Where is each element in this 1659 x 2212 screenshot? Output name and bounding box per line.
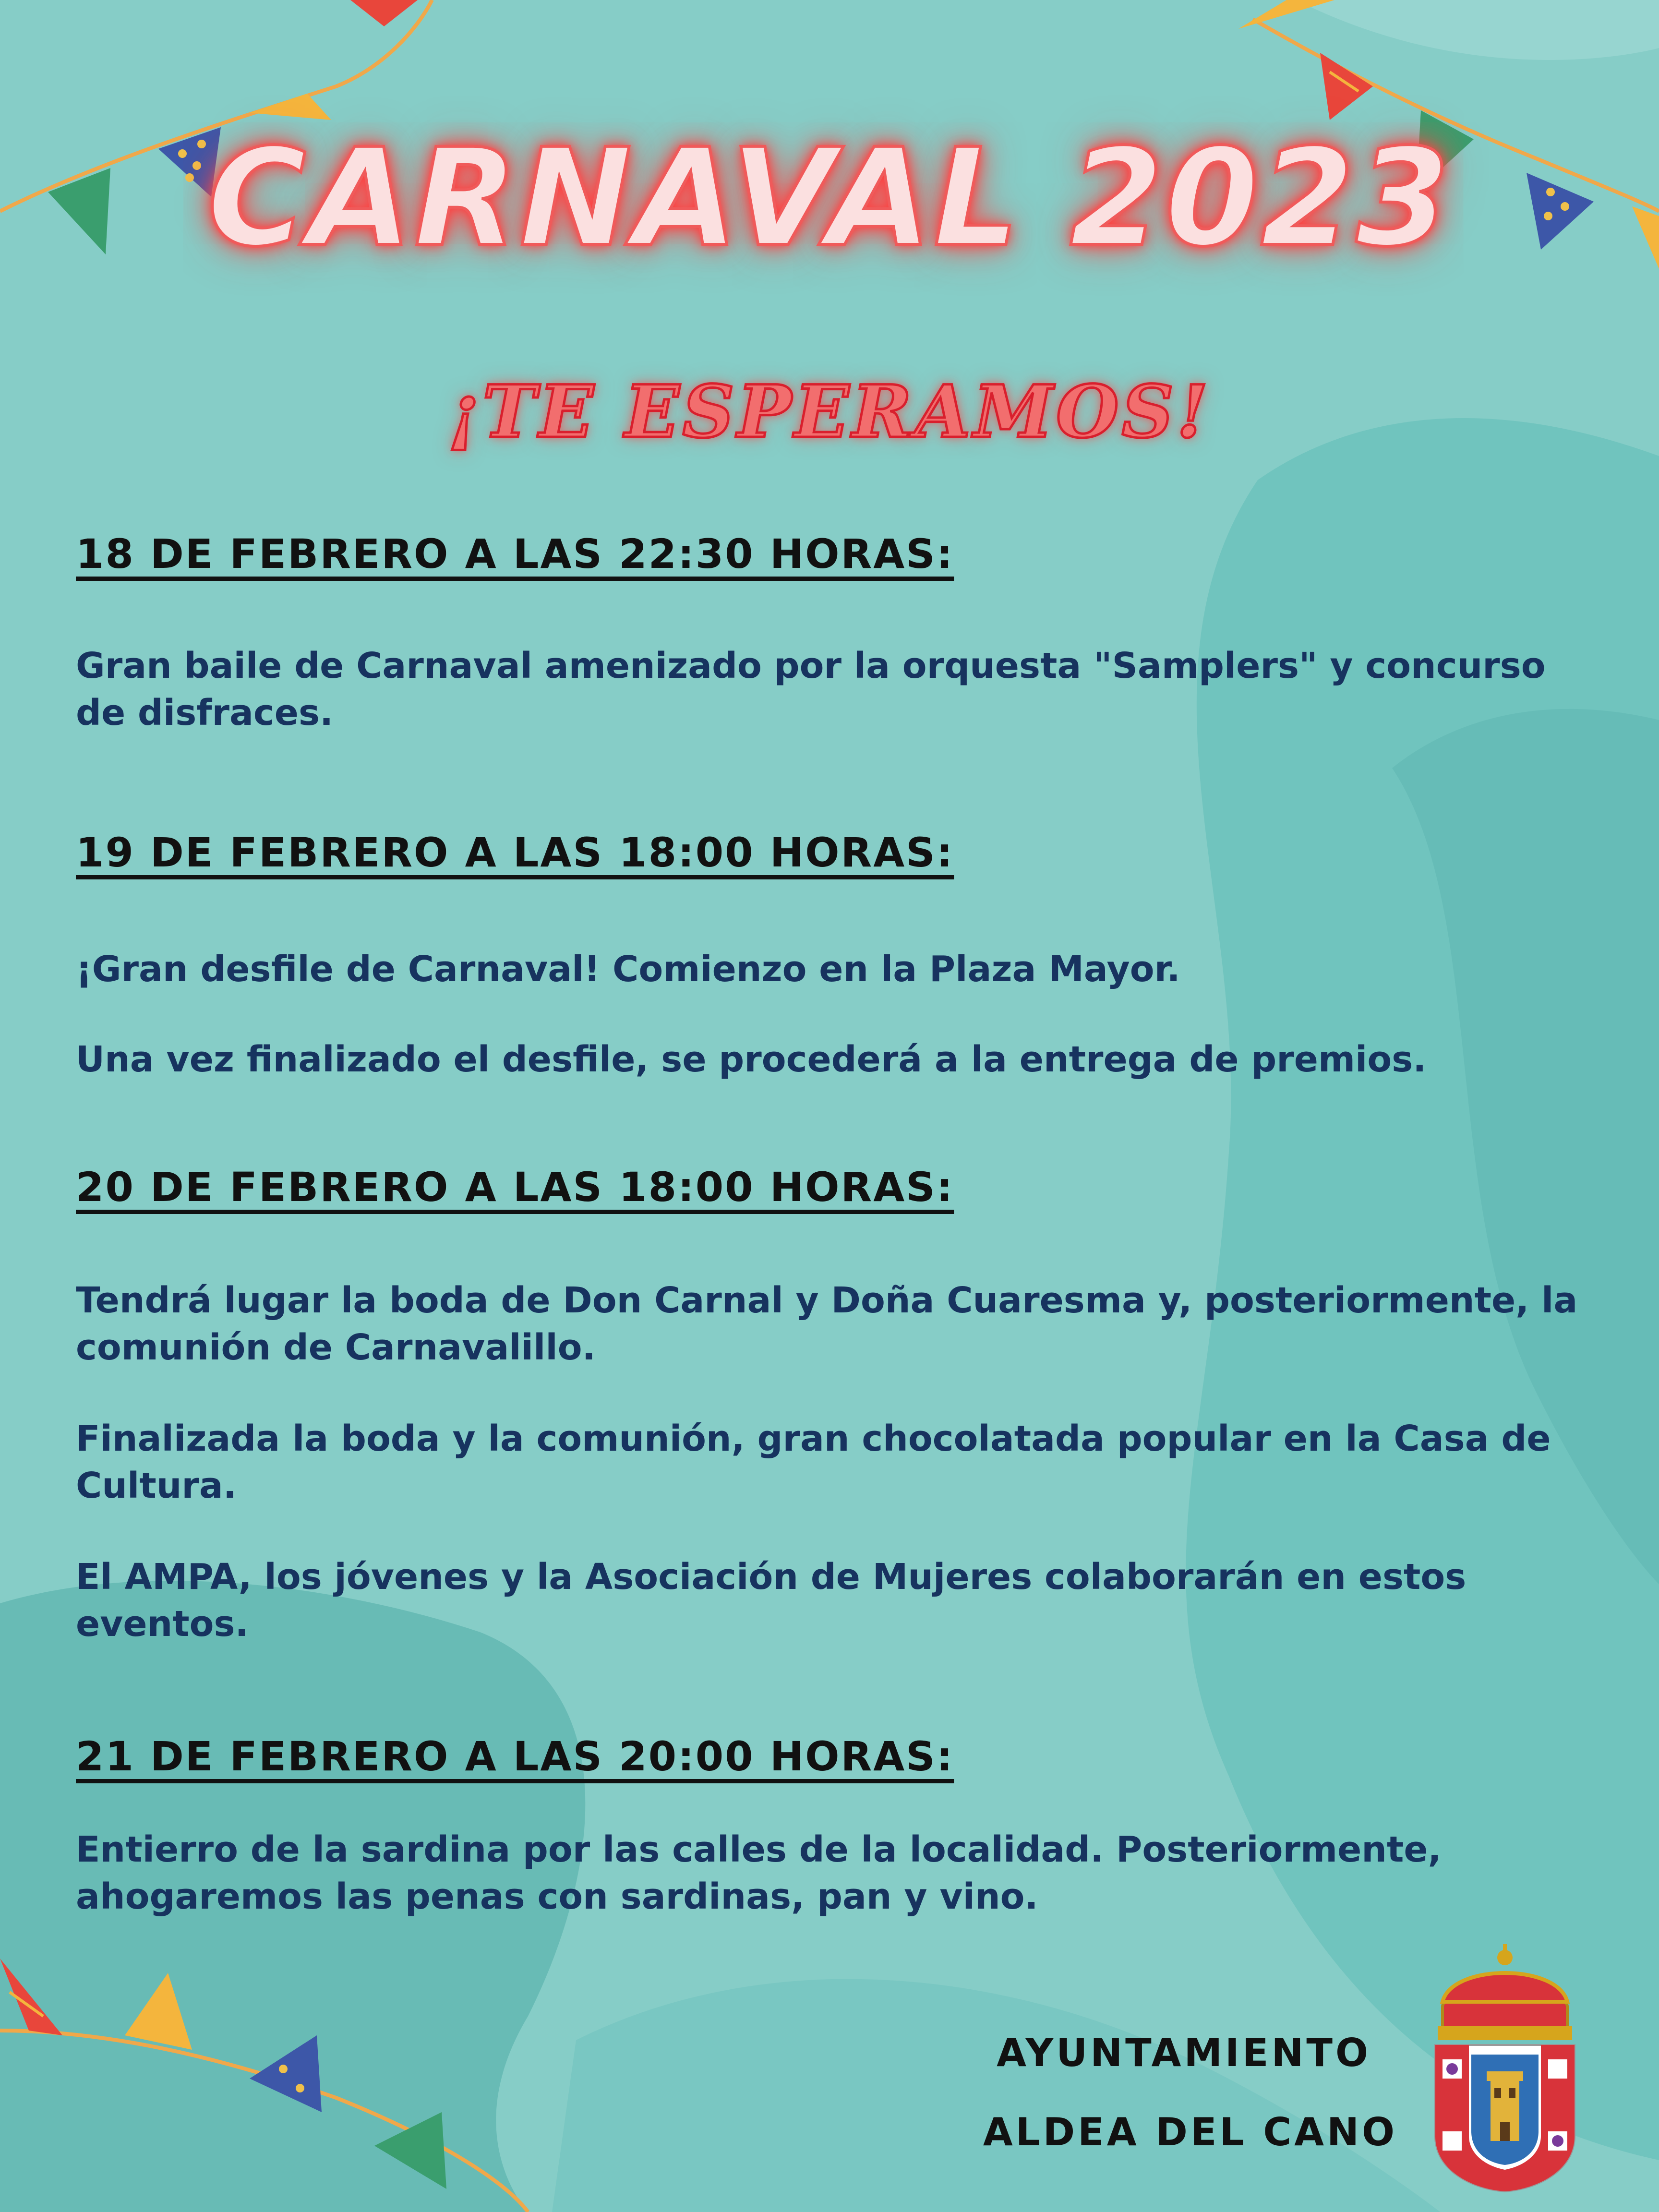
page-title: CARNAVAL 2023 — [207, 120, 1452, 276]
subtitle: ¡TE ESPERAMOS! — [448, 370, 1211, 454]
footer-line-ayuntamiento: AYUNTAMIENTO — [997, 2031, 1371, 2075]
coat-of-arms-icon — [1423, 1944, 1587, 2194]
event-heading: 20 DE FEBRERO A LAS 18:00 HORAS: — [76, 1164, 954, 1211]
event-description: Tendrá lugar la boda de Don Carnal y Doña Cuaresma y, posteriormente, la comunión de Carnavalillo. — [76, 1280, 1578, 1368]
event-heading: 19 DE FEBRERO A LAS 18:00 HORAS: — [76, 829, 954, 876]
event-heading: 21 DE FEBRERO A LAS 20:00 HORAS: — [76, 1733, 954, 1780]
footer-line-municipality: ALDEA DEL CANO — [983, 2110, 1397, 2154]
event-description: Una vez finalizado el desfile, se procederá a la entrega de premios. — [76, 1039, 1427, 1080]
event-description: Gran baile de Carnaval amenizado por la orquesta "Samplers" y concurso de disfraces. — [76, 645, 1546, 733]
event-description: ¡Gran desfile de Carnaval! Comienzo en la Plaza Mayor. — [76, 949, 1180, 990]
event-description: Entierro de la sardina por las calles de la localidad. Posteriormente, ahogaremos las penas con sardinas, pan y vino. — [76, 1829, 1442, 1917]
event-heading: 18 DE FEBRERO A LAS 22:30 HORAS: — [76, 530, 954, 577]
event-description: El AMPA, los jóvenes y la Asociación de Mujeres colaborarán en estos eventos. — [76, 1556, 1467, 1645]
event-description: Finalizada la boda y la comunión, gran chocolatada popular en la Casa de Cultura. — [76, 1418, 1551, 1506]
